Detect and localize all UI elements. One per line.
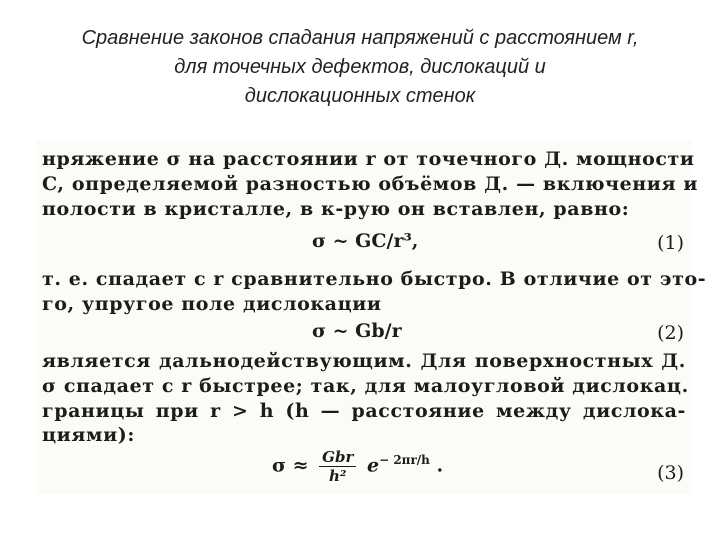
fraction-denominator: h²	[329, 467, 347, 485]
title-line-2: для точечных дефектов, дислокаций и	[174, 56, 546, 78]
equation-3-period: .	[436, 454, 444, 477]
text-line: нряжение σ на расстоянии r от точечного Д. мощности	[42, 148, 695, 170]
title-line-1: Сравнение законов спадания напряжений с расстоянием r,	[81, 27, 639, 49]
text-line: C, определяемой разностью объёмов Д. — включения и	[42, 173, 699, 195]
equation-1: σ ~ GC/r³,	[312, 230, 419, 252]
equation-3-exp-base: e	[367, 454, 380, 477]
equation-3-lhs: σ ≈	[272, 454, 309, 477]
text-line: σ спадает с r быстрее; так, для малоугловой дислокац.	[42, 375, 689, 397]
text-line: границы при r > h (h — расстояние между дислока-	[42, 400, 686, 422]
equation-3	[272, 448, 443, 485]
text-line: го, упругое поле дислокации	[42, 293, 382, 315]
equation-3-exponent: − 2πr/h	[379, 453, 430, 468]
scanned-text-block	[36, 140, 707, 494]
fraction-numerator: Gbr	[319, 448, 356, 467]
title-line-3: дислокационных стенок	[244, 85, 476, 107]
equation-2: σ ~ Gb/r	[312, 320, 402, 342]
equation-3-fraction	[319, 448, 356, 485]
text-line: циями):	[42, 424, 135, 446]
slide-title	[0, 24, 720, 111]
text-line: является дальнодействующим. Для поверхностных Д.	[42, 350, 686, 372]
text-line: т. е. спадает с r сравнительно быстро. В отличие от это-	[42, 268, 707, 290]
equation-2-number: (2)	[657, 322, 684, 344]
equation-1-number: (1)	[657, 232, 684, 254]
text-line: полости в кристалле, в к-рую он вставлен, равно:	[42, 198, 630, 220]
equation-3-number: (3)	[657, 462, 684, 484]
